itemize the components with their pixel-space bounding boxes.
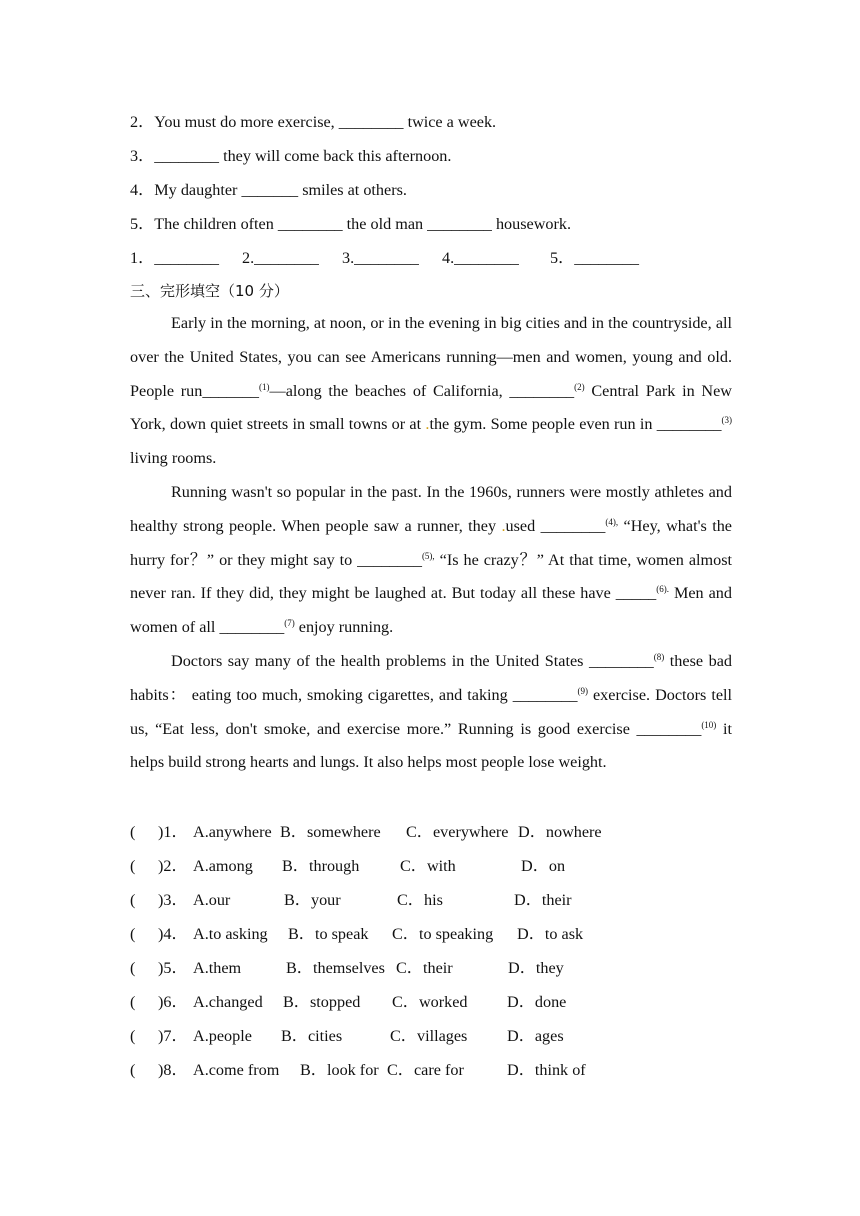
mark-dot: .	[501, 516, 506, 535]
answer-paren: (	[130, 1061, 136, 1079]
blank-marker-10: (10)	[701, 719, 717, 730]
option-d: D．their	[514, 891, 572, 909]
option-d: D．ages	[507, 1027, 564, 1045]
blank-marker-3: (3)	[721, 415, 732, 426]
option-a: A.our	[193, 891, 231, 909]
option-d: D．they	[508, 959, 564, 977]
option-a: A.changed	[193, 993, 263, 1011]
sentence-4: 4．My daughter _______ smiles at others.	[130, 181, 407, 199]
answer-blank-5: 5．________	[550, 249, 640, 267]
option-a: A.to asking	[193, 925, 268, 943]
answer-blank-4: 4.________	[442, 249, 519, 267]
blank-marker-6: (6).	[656, 584, 670, 595]
option-c: C．to speaking	[392, 925, 494, 943]
blank-marker-8: (8)	[653, 652, 665, 662]
answer-paren: (	[130, 823, 136, 841]
question-number: )1．	[158, 823, 188, 841]
option-a: A.people	[193, 1027, 252, 1045]
answer-blank-3: 3.________	[342, 249, 419, 267]
option-a: A.come from	[193, 1061, 280, 1079]
option-c: C．worked	[392, 993, 468, 1011]
answer-paren: (	[130, 959, 136, 977]
sentence-5: 5．The children often ________ the old man ________ housework.	[130, 215, 572, 233]
option-b: B．themselves	[286, 959, 385, 977]
option-b: B．through	[282, 857, 360, 875]
option-b: B．look for	[300, 1061, 379, 1079]
blank-marker-2: (2)	[574, 381, 585, 392]
answer-paren: (	[130, 993, 136, 1011]
question-number: )4．	[158, 925, 188, 943]
question-number: )5．	[158, 959, 188, 977]
p1-text-d: the gym. Some people even run in ________	[429, 415, 722, 434]
answer-blank-1: 1．________	[130, 249, 220, 267]
p2-text-e: Men and women of all ________	[130, 584, 732, 637]
blank-marker-4: (4),	[605, 516, 619, 527]
section-title: 三、完形填空（10 分）	[130, 282, 289, 300]
p1-text-e: living rooms.	[130, 449, 217, 468]
blank-marker-7: (7)	[284, 618, 295, 629]
question-number: )3．	[158, 891, 188, 909]
answer-paren: (	[130, 857, 136, 875]
option-d: D．on	[521, 857, 566, 875]
passage-paragraph-3	[130, 645, 732, 780]
option-a: A.among	[193, 857, 253, 875]
option-c: C．his	[397, 891, 443, 909]
p3-text-c: exercise. Doctors tell us, “Eat less, don't smoke, and exercise more.” Running is good exercise ________	[130, 685, 732, 738]
answer-row	[130, 248, 639, 268]
p2-text-b: used ________	[505, 516, 606, 535]
answer-paren: (	[130, 925, 136, 943]
question-number: )6．	[158, 993, 188, 1011]
answer-paren: (	[130, 891, 136, 909]
option-d: D．done	[507, 993, 567, 1011]
p2-text-f: enjoy running.	[294, 618, 394, 637]
option-b: B．somewhere	[280, 823, 381, 841]
option-d: D．nowhere	[518, 823, 602, 841]
mark-dot: .	[425, 415, 430, 434]
p1-text-a: Early in the morning, at noon, or in the evening in big cities and in the countryside, all over the United States, you can see Americans running—men and women, young and old. People run_______	[130, 314, 732, 400]
option-d: D．to ask	[517, 925, 584, 943]
option-b: B．to speak	[288, 925, 369, 943]
question-number: )7．	[158, 1027, 188, 1045]
option-c: C．everywhere	[406, 823, 509, 841]
blank-marker-5: (5),	[421, 550, 435, 561]
option-b: B．stopped	[283, 993, 361, 1011]
p2-text-d: “Is he crazy？” At that time, women almost never ran. If they did, they might be laughed at. But today all these have _____	[130, 550, 732, 603]
option-a: A.them	[193, 959, 242, 977]
option-c: C．their	[396, 959, 453, 977]
answer-paren: (	[130, 1027, 136, 1045]
passage-paragraph-1	[130, 307, 732, 476]
p3-text-a: Doctors say many of the health problems in the United States ________	[171, 652, 654, 670]
p2-text-c: “Hey, what's the hurry for？” or they might say to ________	[130, 516, 732, 569]
p1-text-b: —along the beaches of California, ________	[269, 381, 575, 400]
question-number: )2．	[158, 857, 188, 875]
sentence-3: 3．________ they will come back this afternoon.	[130, 147, 452, 165]
option-c: C．villages	[390, 1027, 468, 1045]
option-a: A.anywhere	[193, 823, 272, 841]
blank-marker-9: (9)	[577, 685, 588, 696]
p2-text-a: Running wasn't so popular in the past. In the 1960s, runners were mostly athletes and healthy strong people. When people saw a runner, they	[130, 483, 732, 535]
option-b: B．cities	[281, 1027, 343, 1045]
answer-blank-2: 2.________	[242, 249, 319, 267]
p1-text-c: Central Park in New York, down quiet streets in small towns or at	[130, 381, 732, 434]
option-b: B．your	[284, 891, 341, 909]
option-c: C．care for	[387, 1061, 464, 1079]
question-number: )8．	[158, 1061, 188, 1079]
option-c: C．with	[400, 857, 456, 875]
passage-paragraph-2	[130, 476, 732, 645]
blank-marker-1: (1)	[259, 381, 270, 392]
sentence-2: 2．You must do more exercise, ________ twice a week.	[130, 113, 497, 131]
p3-text-b: these bad habits： eating too much, smoking cigarettes, and taking ________	[130, 652, 732, 704]
option-d: D．think of	[507, 1061, 586, 1079]
p3-text-d: it helps build strong hearts and lungs. It also helps most people lose weight.	[130, 719, 732, 772]
